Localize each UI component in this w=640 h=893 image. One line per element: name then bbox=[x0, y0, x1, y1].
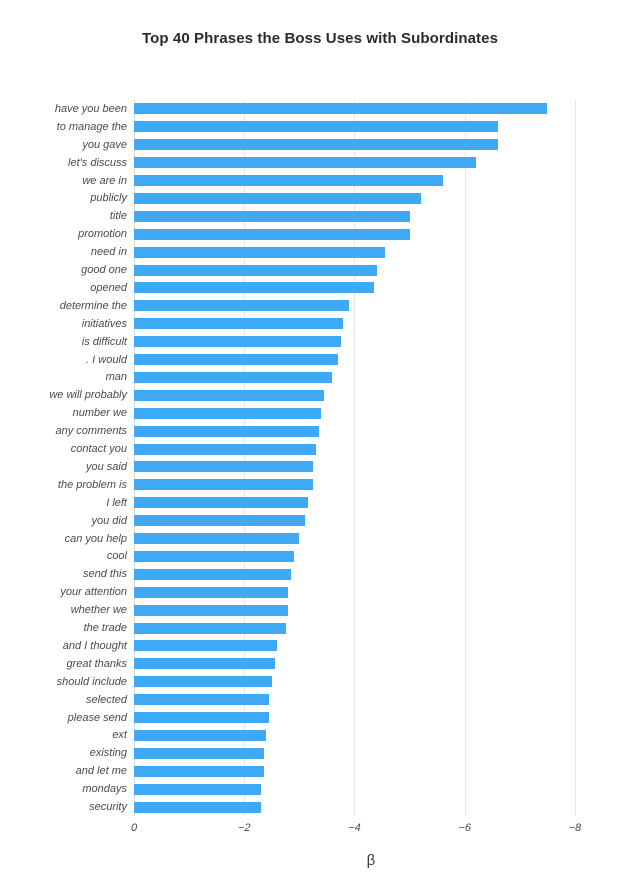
bar-row bbox=[75, 765, 608, 778]
bar[interactable] bbox=[134, 587, 288, 598]
y-tick-label: mondays bbox=[82, 783, 127, 796]
y-tick-label: and let me bbox=[75, 765, 127, 778]
bar-row bbox=[72, 407, 608, 420]
x-tick-label: −2 bbox=[237, 822, 251, 834]
bar-row bbox=[62, 639, 608, 652]
bar[interactable] bbox=[134, 282, 374, 293]
bar[interactable] bbox=[134, 336, 341, 347]
y-tick-label: publicly bbox=[90, 192, 127, 205]
bar[interactable] bbox=[134, 408, 321, 419]
y-tick-label: existing bbox=[89, 747, 127, 760]
bar[interactable] bbox=[134, 748, 264, 759]
bar[interactable] bbox=[134, 300, 349, 311]
y-tick-label: title bbox=[109, 210, 127, 223]
bar-row bbox=[81, 335, 608, 348]
y-tick-label: let's discuss bbox=[68, 156, 127, 169]
bar[interactable] bbox=[134, 390, 324, 401]
bar-row bbox=[49, 389, 608, 402]
bar[interactable] bbox=[134, 247, 385, 258]
bar-row bbox=[54, 102, 608, 115]
bar-row bbox=[89, 801, 608, 814]
bars-layer bbox=[49, 100, 608, 816]
bar-row bbox=[86, 460, 608, 473]
bar[interactable] bbox=[134, 175, 443, 186]
y-tick-label: any comments bbox=[55, 425, 127, 438]
bar-row bbox=[90, 281, 608, 294]
bar-row bbox=[81, 317, 608, 330]
y-tick-label: promotion bbox=[78, 228, 127, 241]
y-tick-label: have you been bbox=[54, 102, 127, 115]
y-tick-label: number we bbox=[72, 407, 127, 420]
x-tick-label: −8 bbox=[568, 822, 582, 834]
y-tick-label: you said bbox=[86, 460, 127, 473]
y-tick-label: you did bbox=[91, 514, 127, 527]
bar[interactable] bbox=[134, 766, 264, 777]
y-tick-label: great thanks bbox=[66, 657, 127, 670]
bar-row bbox=[60, 586, 608, 599]
bar-row bbox=[59, 299, 608, 312]
bar-row bbox=[90, 192, 608, 205]
y-tick-label: man bbox=[105, 371, 127, 384]
y-tick-label: please send bbox=[67, 711, 127, 724]
x-tick-label: 0 bbox=[130, 822, 138, 834]
bar[interactable] bbox=[134, 157, 476, 168]
bar-row bbox=[112, 729, 608, 742]
bar-row bbox=[81, 264, 608, 277]
y-tick-label: can you help bbox=[64, 532, 127, 545]
bar[interactable] bbox=[134, 479, 313, 490]
y-tick-label: send this bbox=[82, 568, 127, 581]
bar-row bbox=[106, 496, 608, 509]
y-tick-label: is difficult bbox=[81, 335, 127, 348]
bar[interactable] bbox=[134, 121, 498, 132]
bar-row bbox=[66, 657, 608, 670]
y-tick-label: initiatives bbox=[81, 317, 127, 330]
bar-row bbox=[78, 228, 608, 241]
y-tick-label: the trade bbox=[83, 622, 127, 635]
y-tick-label: . I would bbox=[86, 353, 127, 366]
bar-row bbox=[68, 156, 608, 169]
bar[interactable] bbox=[134, 426, 319, 437]
plot-area bbox=[49, 100, 608, 816]
y-tick-label: selected bbox=[86, 693, 127, 706]
bar[interactable] bbox=[134, 623, 286, 634]
bar[interactable] bbox=[134, 712, 269, 723]
y-tick-label: need in bbox=[90, 246, 127, 259]
y-tick-label: opened bbox=[90, 281, 127, 294]
y-tick-label: ext bbox=[112, 729, 127, 742]
bar-row bbox=[70, 604, 608, 617]
bar[interactable] bbox=[134, 802, 261, 813]
bar[interactable] bbox=[134, 694, 269, 705]
bar-row bbox=[67, 711, 608, 724]
y-tick-label: you gave bbox=[82, 138, 127, 151]
y-tick-label: I left bbox=[106, 496, 127, 509]
bar[interactable] bbox=[134, 444, 316, 455]
y-tick-label: your attention bbox=[60, 586, 127, 599]
bar[interactable] bbox=[134, 139, 498, 150]
bar[interactable] bbox=[134, 605, 288, 616]
y-tick-label: determine the bbox=[59, 299, 127, 312]
y-tick-label: good one bbox=[81, 264, 127, 277]
bar-row bbox=[64, 532, 608, 545]
bar[interactable] bbox=[134, 497, 308, 508]
bar[interactable] bbox=[134, 354, 338, 365]
y-tick-label: to manage the bbox=[56, 120, 127, 133]
bar-row bbox=[109, 210, 608, 223]
bar[interactable] bbox=[134, 103, 547, 114]
chart-title: Top 40 Phrases the Boss Uses with Subordinates bbox=[141, 30, 499, 47]
bar-row bbox=[70, 443, 608, 456]
bar-row bbox=[106, 550, 608, 563]
bar-row bbox=[56, 120, 608, 133]
bar[interactable] bbox=[134, 551, 294, 562]
bar-row bbox=[55, 425, 608, 438]
bar[interactable] bbox=[134, 265, 377, 276]
y-tick-label: whether we bbox=[70, 604, 127, 617]
bar[interactable] bbox=[134, 372, 332, 383]
bar-row bbox=[86, 693, 608, 706]
bar-row bbox=[90, 246, 608, 259]
bar[interactable] bbox=[134, 730, 266, 741]
bar[interactable] bbox=[134, 318, 343, 329]
x-tick-label: −4 bbox=[348, 822, 361, 834]
bar[interactable] bbox=[134, 676, 272, 687]
bar-row bbox=[82, 568, 608, 581]
bar-row bbox=[56, 675, 608, 688]
bar[interactable] bbox=[134, 640, 277, 651]
bar[interactable] bbox=[134, 784, 261, 795]
bar[interactable] bbox=[134, 461, 313, 472]
bar[interactable] bbox=[134, 515, 305, 526]
x-tick-label: −6 bbox=[458, 822, 471, 834]
bar[interactable] bbox=[134, 658, 275, 669]
bar-row bbox=[82, 138, 608, 151]
y-tick-label: cool bbox=[106, 550, 127, 563]
y-tick-label: we will probably bbox=[49, 389, 127, 402]
bar[interactable] bbox=[134, 193, 421, 204]
bar-row bbox=[89, 747, 608, 760]
y-tick-label: should include bbox=[56, 675, 127, 688]
bar-row bbox=[86, 353, 608, 366]
bar-row bbox=[57, 478, 608, 491]
bar[interactable] bbox=[134, 229, 410, 240]
bar[interactable] bbox=[134, 533, 299, 544]
bar-row bbox=[91, 514, 608, 527]
y-tick-label: we are in bbox=[82, 174, 127, 187]
bar[interactable] bbox=[134, 211, 410, 222]
bar-row bbox=[82, 783, 608, 796]
bar-row bbox=[82, 174, 608, 187]
y-tick-label: the problem is bbox=[57, 478, 127, 491]
bar-row bbox=[83, 622, 608, 635]
y-tick-label: contact you bbox=[70, 443, 127, 456]
bar[interactable] bbox=[134, 569, 291, 580]
bar-row bbox=[105, 371, 608, 384]
y-tick-label: and I thought bbox=[62, 639, 127, 652]
y-tick-label: security bbox=[89, 801, 127, 814]
x-axis-title: β bbox=[366, 852, 376, 869]
x-axis-ticks bbox=[130, 816, 608, 846]
